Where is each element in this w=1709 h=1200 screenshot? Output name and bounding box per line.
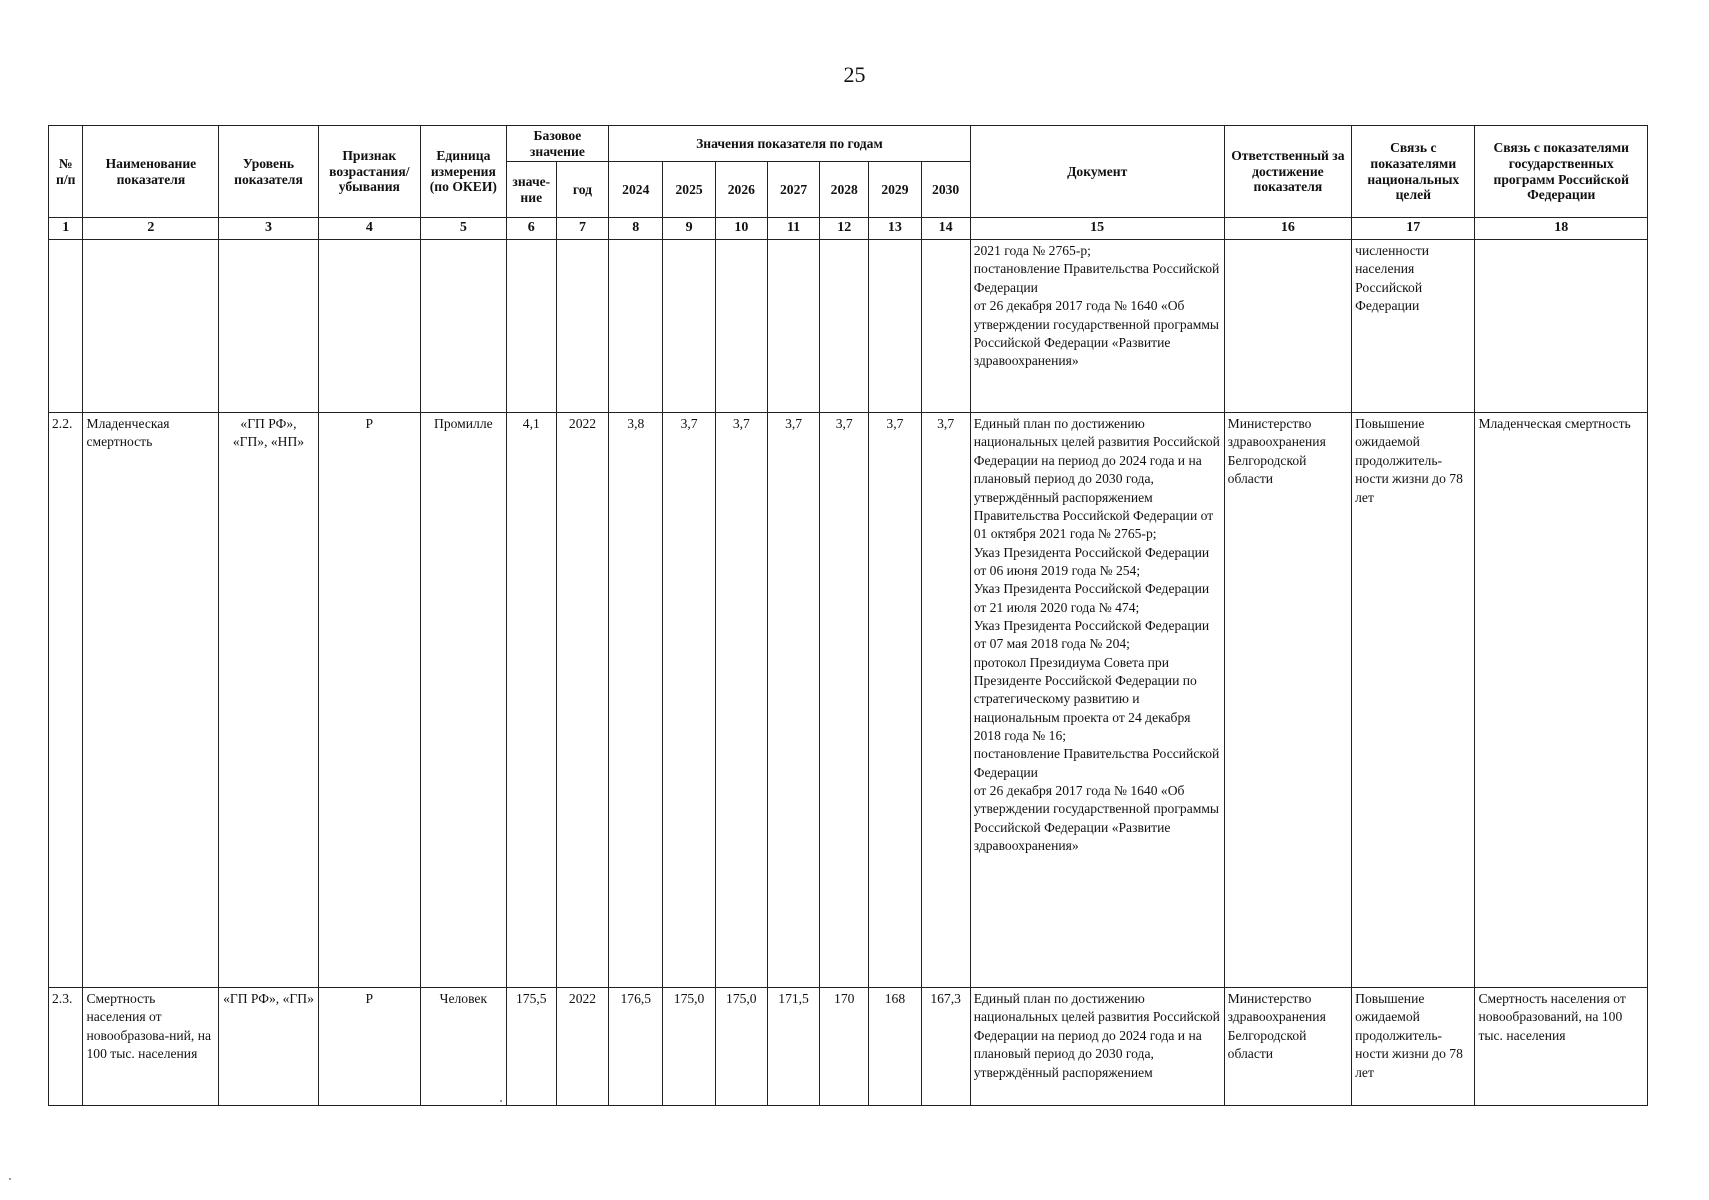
base-year: 2022 [556,988,608,1106]
header-sign: Признак возрастания/ убывания [318,126,420,218]
table-row [49,413,1648,988]
value-2026: 3,7 [715,413,767,988]
row-number: 2.2. [49,413,83,988]
continuation-row [49,240,1648,413]
indicator-document: Единый план по достижению национальных целей развития Российской Федерации на период до 2024 года и на плановый период до 2030 года, утверждённый распоряжением Правительства Российской Федерации от 01 октября 2021 года № 2765-р; Указ Президента Российской Федерации от 06 июня 2019 года № 254; Указ Президента Российской Федерации от 21 июля 2020 года № 474; Указ Президента Российской Федерации от 07 мая 2018 года № 204; протокол Президиума Совета при Президенте Российской Федерации по стратегическому развитию и национальным проекта от 24 декабря 2018 года № 16; постановление Правительства Российской Федерации от 26 декабря 2017 года № 1640 «Об утверждении государственной программы Российской Федерации «Развитие здравоохранения» [970,413,1224,988]
value-2026: 175,0 [715,988,767,1106]
header-base-year: год [556,162,608,218]
indicator-level: «ГП РФ», «ГП» [219,988,318,1106]
header-unit: Единица измерения (по ОКЕИ) [421,126,507,218]
column-number: 6 [506,218,556,240]
value-2030: 3,7 [921,413,970,988]
header-responsible: Ответственный за достижение показателя [1224,126,1351,218]
indicator-level: «ГП РФ», «ГП», «НП» [219,413,318,988]
column-number: 5 [421,218,507,240]
column-number: 8 [609,218,663,240]
column-number: 16 [1224,218,1351,240]
header-year-2026: 2026 [715,162,767,218]
column-number: 12 [820,218,869,240]
column-number: 18 [1475,218,1648,240]
column-number: 11 [767,218,819,240]
indicator-name: Смертность населения от новообразова-ний, на 100 тыс. населения [83,988,219,1106]
header-year-2024: 2024 [609,162,663,218]
continuation-document: 2021 года № 2765-р; постановление Правительства Российской Федерации от 26 декабря 2017 года № 1640 «Об утверждении государственной программы Российской Федерации «Развитие здравоохранения» [970,240,1224,413]
header-state-programs: Связь с показателями государственных программ Российской Федерации [1475,126,1648,218]
value-2028: 170 [820,988,869,1106]
header-no: № п/п [49,126,83,218]
indicator-national-goals: Повышение ожидаемой продолжитель-ности жизни до 78 лет [1352,988,1475,1106]
continuation-national-goals: численности населения Российской Федерации [1352,240,1475,413]
indicator-responsible: Министерство здравоохранения Белгородской области [1224,413,1351,988]
header-year-2025: 2025 [663,162,715,218]
column-number-row [49,218,1648,240]
indicator-responsible: Министерство здравоохранения Белгородской области [1224,988,1351,1106]
column-number: 4 [318,218,420,240]
indicator-document: Единый план по достижению национальных целей развития Российской Федерации на период до 2024 года и на плановый период до 2030 года, утверждённый распоряжением [970,988,1224,1106]
header-base: Базовое значение [506,126,608,162]
column-number: 17 [1352,218,1475,240]
value-2027: 171,5 [767,988,819,1106]
value-2029: 168 [869,988,921,1106]
page-number: 25 [843,62,866,87]
scan-speck [9,1178,11,1180]
indicator-sign: Р [318,988,420,1106]
indicator-sign: Р [318,413,420,988]
column-number: 1 [49,218,83,240]
header-year-2028: 2028 [820,162,869,218]
indicator-state-programs: Смертность населения от новообразований, на 100 тыс. населения [1475,988,1648,1106]
header-name: Наименование показателя [83,126,219,218]
indicator-state-programs: Младенческая смертность [1475,413,1648,988]
column-number: 2 [83,218,219,240]
indicator-national-goals: Повышение ожидаемой продолжитель-ности жизни до 78 лет [1352,413,1475,988]
header-base-value: значе-ние [506,162,556,218]
column-number: 15 [970,218,1224,240]
column-number: 10 [715,218,767,240]
value-2025: 3,7 [663,413,715,988]
value-2030: 167,3 [921,988,970,1106]
table-row [49,988,1648,1106]
row-number: 2.3. [49,988,83,1106]
header-national-goals: Связь с показателями национальных целей [1352,126,1475,218]
indicator-name: Младенческая смертность [83,413,219,988]
indicator-unit: Человек [421,988,507,1106]
base-year: 2022 [556,413,608,988]
header-years-group: Значения показателя по годам [609,126,971,162]
value-2028: 3,7 [820,413,869,988]
column-number: 9 [663,218,715,240]
value-2027: 3,7 [767,413,819,988]
header-year-2030: 2030 [921,162,970,218]
value-2024: 176,5 [609,988,663,1106]
header-document: Документ [970,126,1224,218]
header-level: Уровень показателя [219,126,318,218]
column-number: 14 [921,218,970,240]
value-2025: 175,0 [663,988,715,1106]
indicator-unit: Промилле [421,413,507,988]
column-number: 13 [869,218,921,240]
value-2029: 3,7 [869,413,921,988]
header-year-2029: 2029 [869,162,921,218]
column-number: 7 [556,218,608,240]
base-value: 4,1 [506,413,556,988]
column-number: 3 [219,218,318,240]
value-2024: 3,8 [609,413,663,988]
scan-speck [500,1100,502,1102]
indicators-table [48,125,1648,1106]
header-year-2027: 2027 [767,162,819,218]
base-value: 175,5 [506,988,556,1106]
